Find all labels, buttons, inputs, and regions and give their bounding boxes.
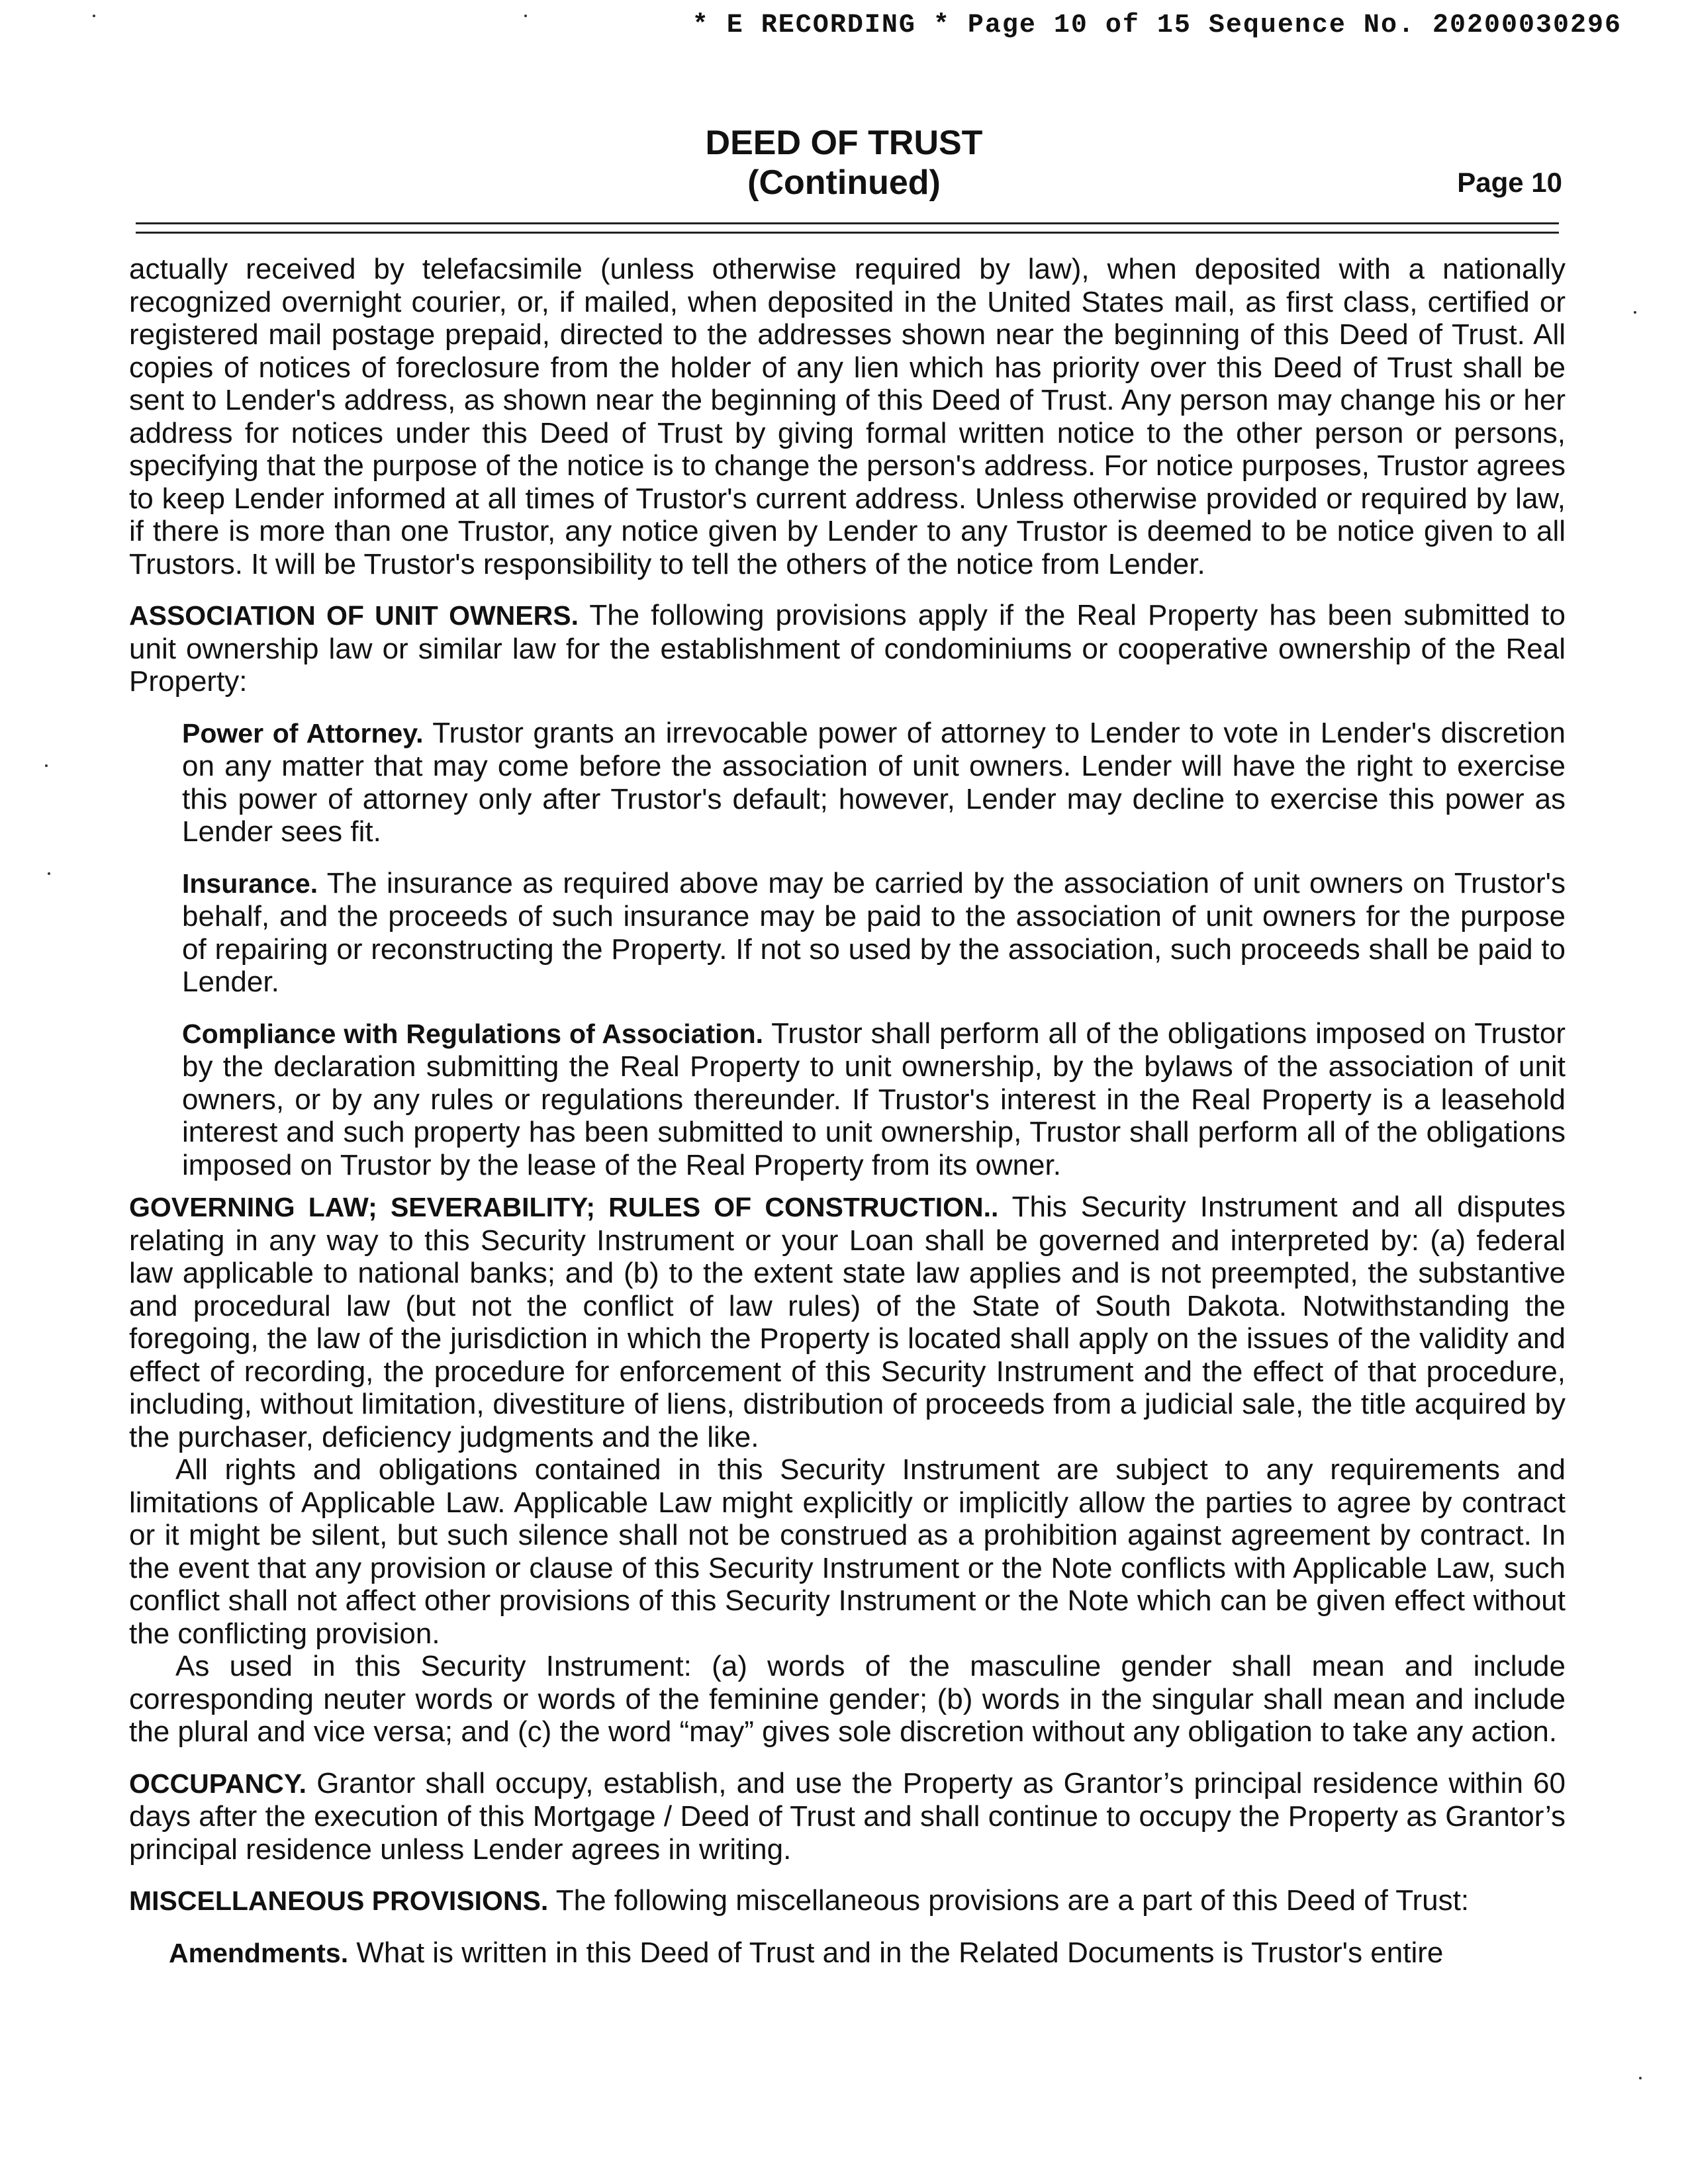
association-text: The following provisions apply if the Real Property has been submitted to unit ownership law or similar law for the establishment of condominiums or cooperative ownership of the Real Property:: [129, 599, 1566, 698]
header-rule-top: [136, 222, 1559, 224]
association-section: [129, 599, 1566, 698]
power-of-attorney-heading: Power of Attorney.: [182, 717, 424, 749]
document-body: [129, 253, 1566, 1988]
occupancy-heading: OCCUPANCY.: [129, 1768, 307, 1799]
notices-text: actually received by telefacsimile (unless otherwise required by law), when deposited with a nationally recognized overnight courier, or, if mailed, when deposited in the United States mail, as first class, certified or registered mail postage prepaid, directed to the addresses shown near the beginning of this Deed of Trust. All copies of notices of foreclosure from the holder of any lien which has priority over this Deed of Trust shall be sent to Lender's address, as shown near the beginning of this Deed of Trust. Any person may change his or her address for notices under this Deed of Trust by giving formal written notice to the other person or persons, specifying that the purpose of the notice is to change the person's address. For notice purposes, Trustor agrees to keep Lender informed at all times of Trustor's current address. Unless otherwise provided or required by law, if there is more than one Trustor, any notice given by Lender to any Trustor is deemed to be notice given to all Trustors. It will be Trustor's responsibility to tell the others of the notice from Lender.: [129, 253, 1566, 580]
amendments-text: What is written in this Deed of Trust and in the Related Documents is Trustor's entire: [356, 1936, 1444, 1969]
miscellaneous-text: The following miscellaneous provisions are a part of this Deed of Trust:: [555, 1884, 1470, 1917]
notices-paragraph: [129, 253, 1566, 580]
scan-speck: [45, 764, 48, 767]
miscellaneous-heading: MISCELLANEOUS PROVISIONS.: [129, 1886, 549, 1916]
document-title-block: [0, 123, 1688, 203]
occupancy-section: [129, 1767, 1566, 1866]
as-used-paragraph: [129, 1650, 1566, 1749]
document-title: DEED OF TRUST: [705, 124, 983, 162]
document-subtitle: (Continued): [747, 163, 941, 202]
insurance-paragraph: [182, 867, 1566, 999]
as-used-text: As used in this Security Instrument: (a) words of the masculine gender shall mean and include corresponding neuter words or words of the feminine gender; (b) words in the singular shall mean and include the plural and vice versa; and (c) the word “may” gives sole discretion without any obligation to take any action.: [129, 1650, 1566, 1748]
governing-law-heading: GOVERNING LAW; SEVERABILITY; RULES OF CONSTRUCTION..: [129, 1192, 999, 1222]
association-heading: ASSOCIATION OF UNIT OWNERS.: [129, 600, 579, 631]
occupancy-text: Grantor shall occupy, establish, and use the Property as Grantor’s principal residence within 60 days after the execution of this Mortgage / Deed of Trust and shall continue to occupy the Property as Grantor’s principal residence unless Lender agrees in writing.: [129, 1766, 1566, 1866]
amendments-paragraph: [169, 1936, 1566, 1970]
scan-speck: [1639, 2077, 1642, 2079]
amendments-heading: Amendments.: [169, 1937, 349, 1968]
compliance-heading: Compliance with Regulations of Association.: [182, 1018, 764, 1049]
scan-speck: [1634, 311, 1636, 314]
scan-speck: [93, 15, 95, 17]
insurance-text: The insurance as required above may be carried by the association of unit owners on Trustor's behalf, and the proceeds of such insurance may be paid to the association of unit owners for the purpose of repairing or reconstructing the Property. If not so used by the association, such proceeds shall be paid to Lender.: [182, 866, 1566, 998]
recording-header: * E RECORDING * Page 10 of 15 Sequence No. 20200030296: [692, 11, 1622, 40]
header-rule-bottom: [136, 232, 1559, 234]
governing-law-text: This Security Instrument and all disputes relating in any way to this Security Instrument or your Loan shall be governed and interpreted by: (a) federal law applicable to national banks; and (b) to the extent state law applies and is not preempted, the substantive and procedural law (but not the conflict of law rules) of the State of South Dakota. Notwithstanding the foregoing, the law of the jurisdiction in which the Property is located shall apply on the issues of the validity and effect of recording, the procedure for enforcement of this Security Instrument and the effect of that procedure, including, without limitation, divestiture of liens, distribution of proceeds from a judicial sale, the title acquired by the purchaser, deficiency judgments and the like.: [129, 1191, 1566, 1453]
scan-speck: [524, 15, 527, 17]
applicable-law-paragraph: [129, 1453, 1566, 1650]
insurance-heading: Insurance.: [182, 868, 318, 899]
governing-law-section: [129, 1191, 1566, 1453]
scan-speck: [48, 872, 50, 875]
compliance-paragraph: [182, 1017, 1566, 1182]
miscellaneous-section: [129, 1884, 1566, 1918]
compliance-text: Trustor shall perform all of the obligations imposed on Trustor by the declaration submitting the Real Property to unit ownership, by the bylaws of the association of unit owners, or by any rules or regulations thereunder. If Trustor's interest in the Real Property is a leasehold interest and such property has been submitted to unit ownership, Trustor shall perform all of the obligations imposed on Trustor by the lease of the Real Property from its owner.: [182, 1017, 1566, 1181]
applicable-law-text: All rights and obligations contained in this Security Instrument are subject to any requirements and limitations of Applicable Law. Applicable Law might explicitly or implicitly allow the parties to agree by contract or it might be silent, but such silence shall not be construed as a prohibition against agreement by contract. In the event that any provision or clause of this Security Instrument or the Note conflicts with Applicable Law, such conflict shall not affect other provisions of this Security Instrument or the Note which can be given effect without the conflicting provision.: [129, 1453, 1566, 1650]
power-of-attorney-text: Trustor grants an irrevocable power of attorney to Lender to vote in Lender's discretion on any matter that may come before the association of unit owners. Lender will have the right to exercise this power of attorney only after Trustor's default; however, Lender may decline to exercise this power as Lender sees fit.: [182, 716, 1566, 848]
power-of-attorney-paragraph: [182, 717, 1566, 848]
page-number: Page 10: [1457, 167, 1562, 198]
